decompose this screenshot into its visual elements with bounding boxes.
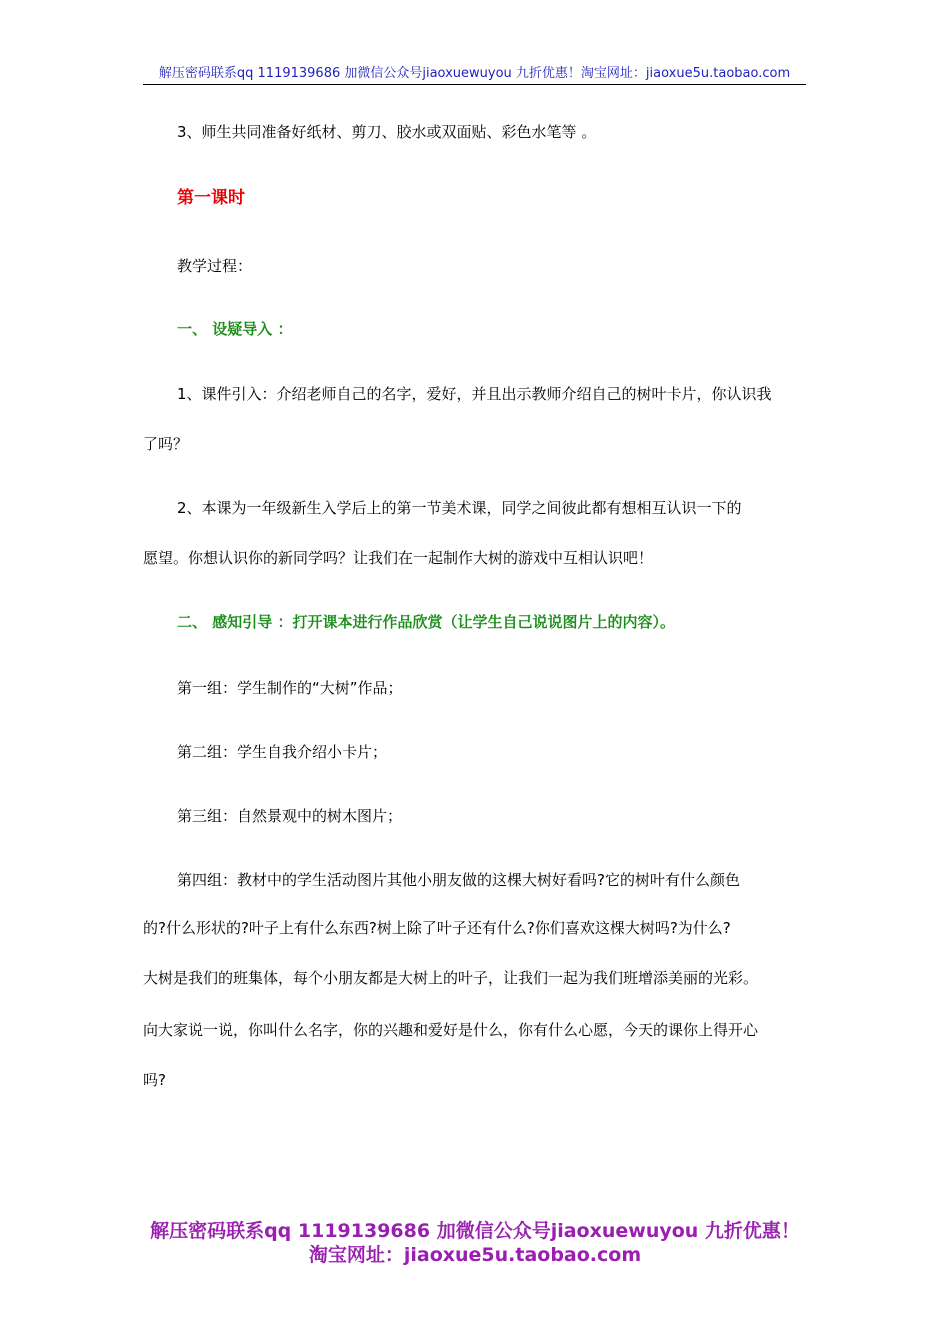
group-3-line: 第三组：自然景观中的树木图片； <box>177 807 403 825</box>
footer-watermark-line-1: 解压密码联系qq 1119139686 加微信公众号jiaoxuewuyou 九折优惠！ <box>150 1220 800 1242</box>
section-2-heading: 二、 感知引导 ：打开课本进行作品欣赏（让学生自己说说图片上的内容）。 <box>177 613 675 631</box>
section-1-heading: 一、 设疑导入 ： <box>177 320 293 338</box>
section-1-paragraph-2-line-1: 2、本课为一年级新生入学后上的第一节美术课，同学之间彼此都有想相互认识一下的 <box>177 499 742 517</box>
group-2-line: 第二组：学生自我介绍小卡片； <box>177 743 388 761</box>
group-4-line-4: 向大家说一说，你叫什么名字，你的兴趣和爱好是什么，你有什么心愿，今天的课你上得开心 <box>143 1021 759 1039</box>
group-4-line-2: 的?什么形状的?叶子上有什么东西?树上除了叶子还有什么?你们喜欢这棵大树吗?为什么? <box>143 919 731 937</box>
header-divider <box>143 84 806 85</box>
page-header-watermark: 解压密码联系qq 1119139686 加微信公众号jiaoxuewuyou 九折优惠！淘宝网址：jiaoxue5u.taobao.com <box>158 66 791 81</box>
group-4-line-5: 吗? <box>143 1071 166 1089</box>
footer-watermark-line-2: 淘宝网址：jiaoxue5u.taobao.com <box>308 1244 642 1266</box>
group-4-line-1: 第四组：教材中的学生活动图片其他小朋友做的这棵大树好看吗?它的树叶有什么颜色 <box>177 871 740 889</box>
lesson-title: 第一课时 <box>177 188 245 208</box>
teaching-process-label: 教学过程： <box>177 257 253 275</box>
section-1-paragraph-1-line-1: 1、课件引入：介绍老师自己的名字，爱好，并且出示教师介绍自己的树叶卡片，你认识我 <box>177 385 772 403</box>
section-1-paragraph-2-line-2: 愿望。你想认识你的新同学吗？让我们在一起制作大树的游戏中互相认识吧！ <box>143 549 654 567</box>
section-1-paragraph-1-line-2: 了吗？ <box>143 435 189 453</box>
group-1-line: 第一组：学生制作的“大树”作品； <box>177 679 403 697</box>
prep-item-3: 3、师生共同准备好纸材、剪刀、胶水或双面贴、彩色水笔等 。 <box>177 123 597 141</box>
group-4-line-3: 大树是我们的班集体，每个小朋友都是大树上的叶子，让我们一起为我们班增添美丽的光彩。 <box>143 969 759 987</box>
